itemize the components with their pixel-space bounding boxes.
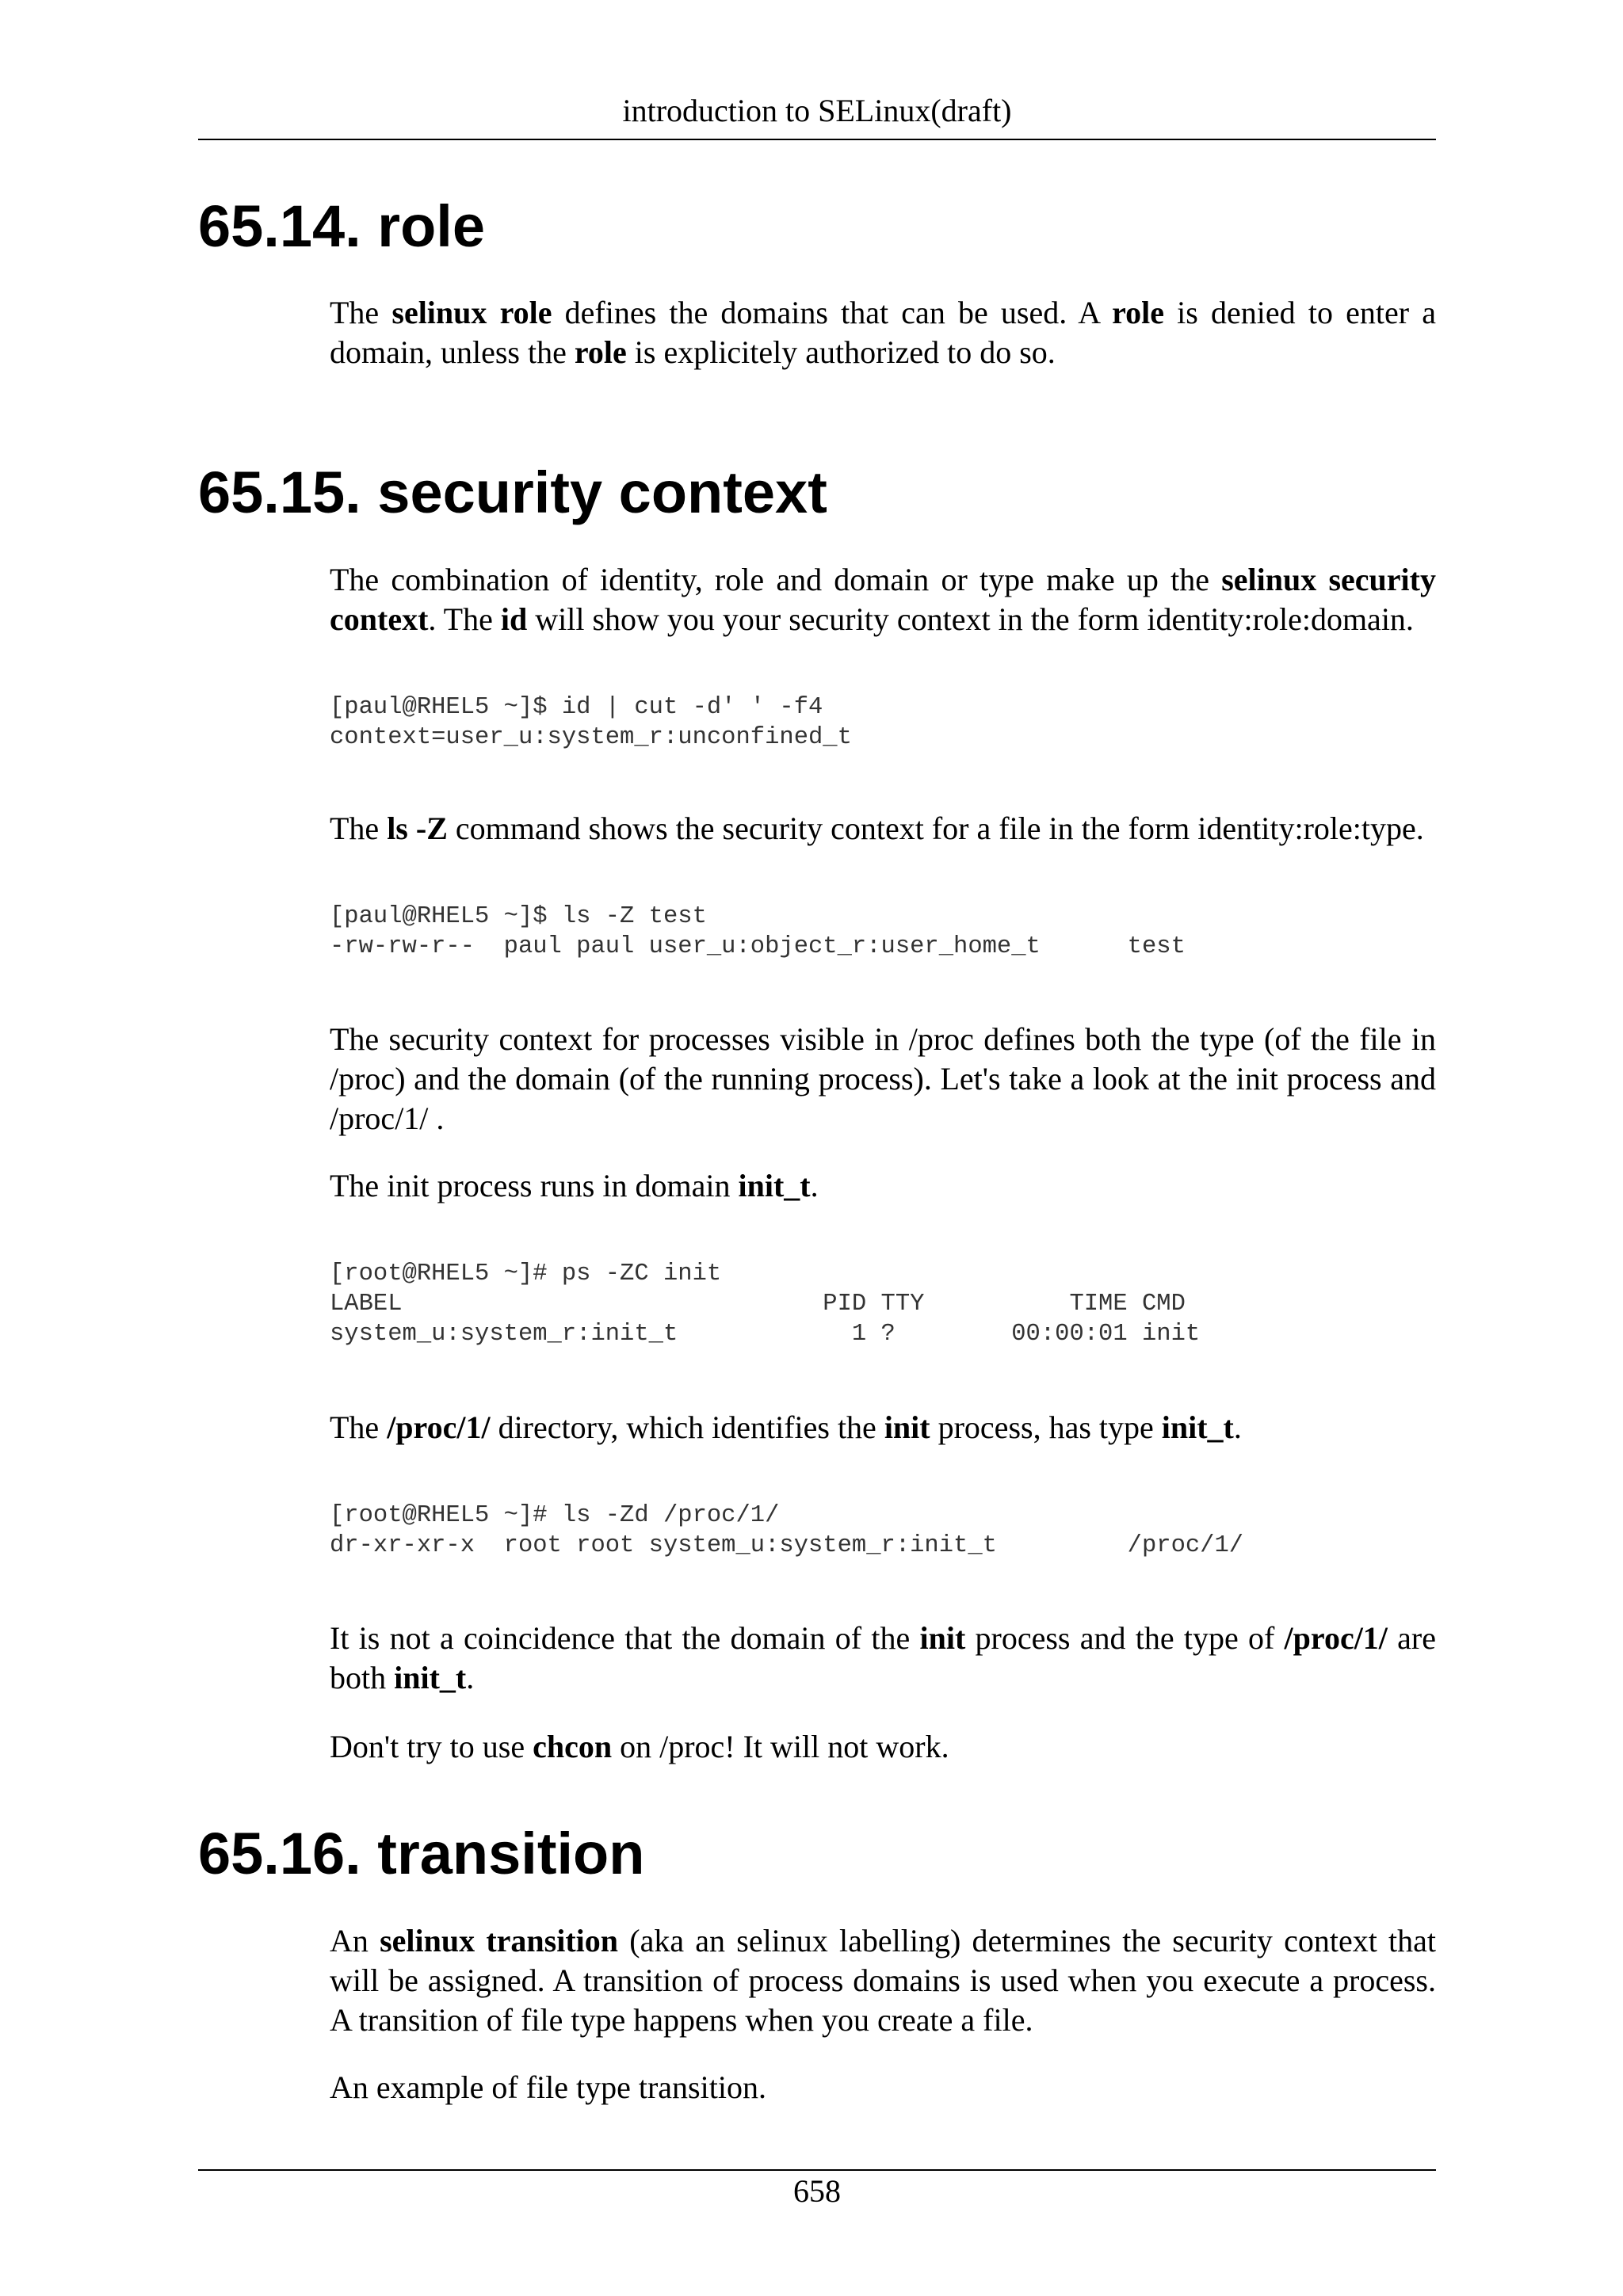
bold-term: chcon — [533, 1729, 613, 1764]
text-run: . — [1233, 1409, 1242, 1445]
bold-term: init — [919, 1620, 966, 1656]
text-run: will show you your security context in the form identity:role:domain. — [527, 601, 1414, 637]
header-rule — [198, 139, 1436, 140]
text-run: command shows the security context for a file in the form identity:role:type. — [447, 810, 1424, 846]
paragraph-ls-z — [330, 809, 1436, 849]
bold-term: init_t — [394, 1660, 467, 1695]
text-run: The — [330, 810, 388, 846]
code-block-id: [paul@RHEL5 ~]$ id | cut -d' ' -f4 context=user_u:system_r:unconfined_t — [330, 694, 852, 751]
text-run: The — [330, 1409, 388, 1445]
bold-term: /proc/1/ — [1284, 1620, 1388, 1656]
bold-term: ls -Z — [387, 810, 448, 846]
paragraph-proc1-type — [330, 1408, 1436, 1447]
paragraph-transition — [330, 1921, 1436, 2040]
text-run: . The — [428, 601, 501, 637]
bold-term: selinux security context — [330, 562, 1436, 637]
page-number: 658 — [793, 2173, 841, 2209]
text-run: on /proc! It will not work. — [612, 1729, 949, 1764]
bold-term: selinux transition — [380, 1923, 619, 1958]
text-run: . — [810, 1168, 819, 1203]
text-run: is denied to enter a domain, unless the — [330, 295, 1437, 370]
text-run: An — [330, 1923, 380, 1958]
text-run: The — [330, 295, 392, 330]
section-heading-role: 65.14. role — [198, 193, 486, 259]
paragraph-proc-context — [330, 1020, 1436, 1138]
bold-term: selinux role — [391, 295, 552, 330]
bold-term: role — [574, 334, 627, 370]
paragraph-security-context — [330, 560, 1436, 639]
text-run: Don't try to use — [330, 1729, 533, 1764]
text-run: An example of file type transition. — [330, 2069, 766, 2105]
code-block-ls-zd: [root@RHEL5 ~]# ls -Zd /proc/1/ dr-xr-xr-x root root system_u:system_r:init_t /proc/1/ — [330, 1502, 1244, 1559]
text-run: . — [466, 1660, 475, 1695]
text-run: The combination of identity, role and domain or type make up the — [330, 562, 1222, 597]
text-run: (aka an selinux labelling) determines the security context that will be assigned. A transition of process domains is used when you execute a process. A transition of file type happens when you create a file. — [330, 1923, 1437, 2038]
paragraph-role-definition — [330, 293, 1436, 372]
text-run: are both — [330, 1620, 1436, 1695]
bold-term: /proc/1/ — [387, 1409, 491, 1445]
code-block-ls-z: [paul@RHEL5 ~]$ ls -Z test -rw-rw-r-- paul paul user_u:object_r:user_home_t test — [330, 903, 1186, 960]
bold-term: init_t — [738, 1168, 811, 1203]
paragraph-chcon-warning — [330, 1727, 1436, 1767]
bold-term: id — [500, 601, 528, 637]
text-run: directory, which identifies the — [490, 1409, 884, 1445]
text-run: is explicitely authorized to do so. — [626, 334, 1056, 370]
footer-rule — [198, 2169, 1436, 2171]
bold-term: init — [884, 1409, 930, 1445]
section-heading-transition: 65.16. transition — [198, 1821, 645, 1886]
bold-term: role — [1112, 295, 1164, 330]
text-run: defines the domains that can be used. A — [552, 295, 1113, 330]
code-block-ps-zc: [root@RHEL5 ~]# ps -ZC init LABEL PID TTY TIME CMD system_u:system_r:init_t 1 ? 00:00:01 init — [330, 1261, 1201, 1348]
text-run: process and the type of — [965, 1620, 1285, 1656]
text-run: It is not a coincidence that the domain of the — [330, 1620, 920, 1656]
running-header: introduction to SELinux(draft) — [622, 93, 1012, 128]
paragraph-coincidence — [330, 1619, 1436, 1698]
section-heading-security-context: 65.15. security context — [198, 460, 827, 525]
bold-term: init_t — [1161, 1409, 1234, 1445]
text-run: The security context for processes visible in /proc defines both the type (of the file in /proc) and the domain (of the running process). Let's take a look at the init process and /proc/1/ . — [330, 1021, 1436, 1136]
paragraph-init-domain — [330, 1166, 1436, 1206]
text-run: process, has type — [930, 1409, 1162, 1445]
paragraph-transition-example — [330, 2068, 1436, 2107]
text-run: The init process runs in domain — [330, 1168, 739, 1203]
